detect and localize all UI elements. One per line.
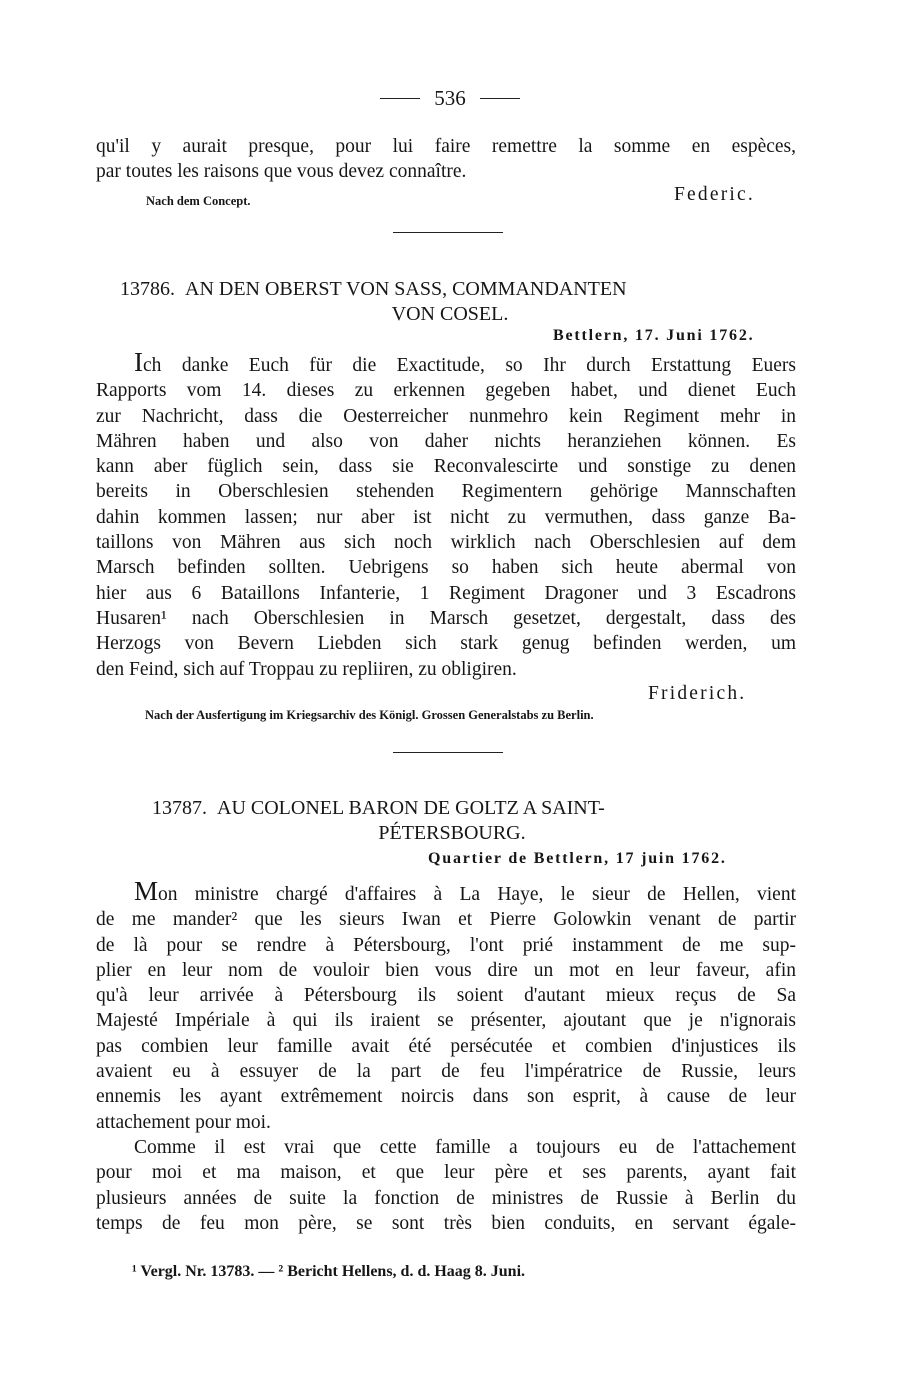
text-line: Mähren haben und also von daher nichts heranziehen können. Es [96, 430, 796, 452]
heading-line-1 [152, 796, 752, 821]
header-dash-left [380, 98, 420, 99]
text-line: Mon ministre chargé d'affaires à La Haye, le sieur de Hellen, vient [134, 876, 796, 906]
heading-line-1 [120, 277, 780, 302]
text-line: kann aber füglich sein, dass sie Reconvalescirte und sonstige zu denen [96, 456, 796, 478]
heading-line-2: VON COSEL. [391, 303, 509, 325]
separator-rule [393, 752, 503, 753]
text-line: Majesté Impériale à qui ils iraient se présenter, ajoutant que je n'ignorais [96, 1010, 796, 1032]
drop-cap: I [134, 347, 143, 377]
footnotes: ¹ Vergl. Nr. 13783. — ² Bericht Hellens, d. d. Haag 8. Juni. [132, 1263, 526, 1280]
letter-number: 13787. [152, 797, 207, 819]
drop-cap: M [134, 876, 159, 906]
signature: Federic. [674, 184, 755, 205]
letter-heading [152, 796, 752, 846]
letter-heading [120, 277, 780, 327]
source-note: Nach dem Concept. [146, 194, 251, 208]
text-line: attachement pour moi. [96, 1111, 271, 1133]
text-line: Marsch befinden sollten. Uebrigens so haben sich heute abermal von [96, 557, 796, 579]
text-line: Herzogs von Bevern Liebden sich stark genug befinden werden, um [96, 633, 796, 655]
text-line: de me mander² que les sieurs Iwan et Pierre Golowkin venant de partir [96, 909, 796, 931]
text-line: par toutes les raisons que vous devez connaître. [96, 161, 467, 183]
letter-number: 13786. [120, 278, 175, 300]
letter-body [96, 347, 796, 682]
heading-line-2: PÉTERSBOURG. [378, 822, 526, 844]
text-line: den Feind, sich auf Troppau zu repliiren, zu obligiren. [96, 658, 517, 680]
text-line: hier aus 6 Bataillons Infanterie, 1 Regiment Dragoner und 3 Escadrons [96, 582, 796, 604]
text-line: plier en leur nom de vouloir bien vous dire un mot en leur faveur, afin [96, 959, 796, 981]
text-line: temps de feu mon père, se sont très bien conduits, en servant égale- [96, 1212, 796, 1234]
signature: Friderich. [648, 683, 747, 704]
recipient-title: AN DEN OBERST VON SASS, COMMANDANTEN [185, 278, 627, 300]
source-note: Nach der Ausfertigung im Kriegsarchiv des Königl. Grossen Generalstabs zu Berlin. [145, 708, 594, 722]
page-number: 536 [434, 86, 466, 110]
continuation-paragraph [96, 134, 796, 185]
text-line: Comme il est vrai que cette famille a toujours eu de l'attachement [134, 1136, 796, 1158]
text-line: taillons von Mähren aus sich noch wirklich nach Oberschlesien auf dem [96, 532, 796, 554]
text-line: ennemis les ayant extrêmement noircis dans son esprit, à cause de leur [96, 1086, 796, 1108]
text-line: Ich danke Euch für die Exactitude, so Ihr durch Erstattung Euers [134, 347, 796, 377]
page-header [0, 86, 900, 111]
text-line: qu'il y aurait presque, pour lui faire remettre la somme en espèces, [96, 136, 796, 157]
letter-date: Bettlern, 17. Juni 1762. [553, 327, 755, 344]
text-line: Husaren¹ nach Oberschlesien in Marsch gesetzet, dergestalt, dass des [96, 607, 796, 629]
text-line: bereits in Oberschlesien stehenden Regimentern gehörige Mannschaften [96, 481, 796, 503]
recipient-title: AU COLONEL BARON DE GOLTZ A SAINT- [217, 797, 605, 819]
text-line: avaient eu à essuyer de la part de feu l'impératrice de Russie, leurs [96, 1061, 796, 1083]
text-line: Rapports vom 14. dieses zu erkennen gegeben habet, und dienet Euch [96, 380, 796, 402]
text-line: plusieurs années de suite la fonction de ministres de Russie à Berlin du [96, 1187, 796, 1209]
text-line: de là pour se rendre à Pétersbourg, l'ont prié instamment de me sup- [96, 934, 796, 956]
text-line: qu'à leur arrivée à Pétersbourg ils soient d'autant mieux reçus de Sa [96, 985, 796, 1007]
letter-body [96, 876, 796, 1236]
header-dash-right [480, 98, 520, 99]
text-line: dahin kommen lassen; nur aber ist nicht zu vermuthen, dass ganze Ba- [96, 506, 796, 528]
text-line: pour moi et ma maison, et que leur père et ses parents, ayant fait [96, 1162, 796, 1184]
text-line: zur Nachricht, dass die Oesterreicher nunmehro kein Regiment mehr in [96, 405, 796, 427]
text-line: pas combien leur famille avait été persécutée et combien d'injustices ils [96, 1035, 796, 1057]
separator-rule [393, 232, 503, 233]
letter-date: Quartier de Bettlern, 17 juin 1762. [428, 850, 727, 867]
